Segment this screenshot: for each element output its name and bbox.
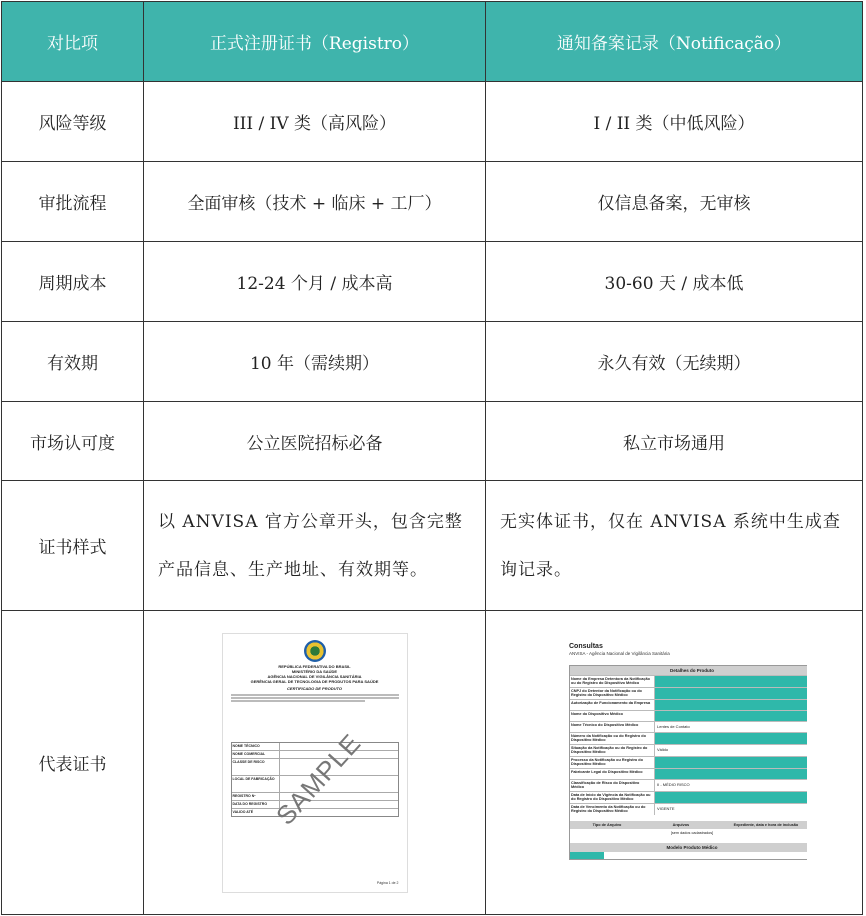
row-label: 风险等级 bbox=[2, 82, 144, 162]
cert-field: NOME COMERCIAL bbox=[232, 751, 280, 758]
notificacao-consultas-image bbox=[541, 629, 807, 897]
cert-doc-title: CERTIFICADO DE PRODUTO bbox=[287, 685, 342, 691]
consultas-row bbox=[570, 732, 807, 744]
cert-field: LOCAL DE FABRICAÇÃO bbox=[232, 776, 280, 792]
cert-field: NOME TÉCNICO bbox=[232, 743, 280, 750]
brazil-coat-of-arms-icon bbox=[304, 640, 326, 662]
registro-cell: 公立医院招标必备 bbox=[144, 402, 486, 481]
consultas-field-value bbox=[655, 733, 807, 744]
consultas-field-label: Nome Técnico do Dispositivo Médico bbox=[570, 722, 655, 732]
cert-header-3: AGÊNCIA NACIONAL DE VIGILÂNCIA SANITÁRIA bbox=[267, 673, 362, 679]
consultas-field-value: Válido bbox=[657, 746, 669, 752]
header-row bbox=[2, 2, 863, 82]
consultas-row bbox=[570, 768, 807, 779]
registro-cell: 12-24 个月 / 成本高 bbox=[144, 242, 486, 322]
row-label: 周期成本 bbox=[2, 242, 144, 322]
registro-cell: 全面审核（技术 + 临床 + 工厂） bbox=[144, 162, 486, 242]
consultas-field-label: Data de Vencimento da Notificação ou do Registro do Dispositivo Médico bbox=[570, 804, 655, 815]
cert-header-2: MINISTÉRIO DA SAÚDE bbox=[291, 668, 338, 674]
consultas-field-value bbox=[655, 757, 807, 768]
cert-header-1: REPÚBLICA FEDERATIVA DO BRASIL bbox=[278, 663, 351, 669]
consultas-row bbox=[570, 687, 807, 699]
notificacao-sample-cell bbox=[486, 611, 863, 915]
registro-cell: 以 ANVISA 官方公章开头，包含完整产品信息、生产地址、有效期等。 bbox=[144, 481, 486, 611]
notificacao-cell: 永久有效（无续期） bbox=[486, 322, 863, 402]
registro-cell: 10 年（需续期） bbox=[144, 322, 486, 402]
model-section-title: Modelo Produto Médico bbox=[570, 843, 807, 852]
registro-cell: III / IV 类（高风险） bbox=[144, 82, 486, 162]
notificacao-cell: 无实体证书，仅在 ANVISA 系统中生成查询记录。 bbox=[486, 481, 863, 611]
cert-field: DATA DO REGISTRO bbox=[232, 801, 280, 808]
notificacao-cell: 私立市场通用 bbox=[486, 402, 863, 481]
row-label: 审批流程 bbox=[2, 162, 144, 242]
consultas-field-label: Nome da Empresa Detentora da Notificação ou do Registro do Dispositivo Médico bbox=[570, 676, 655, 687]
consultas-row bbox=[570, 744, 807, 756]
consultas-field-label: Situação da Notificação ou do Registro do Dispositivo Médico bbox=[570, 745, 655, 756]
row-label: 有效期 bbox=[2, 322, 144, 402]
consultas-field-value bbox=[655, 792, 807, 803]
consultas-field-label: Processo da Notificação ou Registro do Dispositivo Médico bbox=[570, 757, 655, 768]
cert-body-lines bbox=[231, 694, 399, 702]
consultas-field-value bbox=[655, 769, 807, 779]
consultas-title: Consultas bbox=[569, 642, 603, 650]
row-style bbox=[2, 481, 863, 611]
row-sample bbox=[2, 611, 863, 915]
consultas-field-value: Lentes de Contato bbox=[657, 723, 690, 729]
consultas-row bbox=[570, 675, 807, 687]
registro-sample-cell bbox=[144, 611, 486, 915]
files-col: Arquivos bbox=[672, 822, 690, 827]
consultas-section-title: Detalhes do Produto bbox=[570, 666, 807, 675]
sample-watermark: SAMPLE bbox=[269, 727, 367, 831]
files-header bbox=[570, 821, 807, 829]
cert-field: VALIDO ATÉ bbox=[232, 809, 280, 816]
consultas-field-value: VIGENTE bbox=[657, 805, 675, 811]
consultas-field-label: Nome do Dispositivo Médico bbox=[570, 711, 655, 721]
row-label: 证书样式 bbox=[2, 481, 144, 611]
consultas-row bbox=[570, 721, 807, 732]
notificacao-cell: 30-60 天 / 成本低 bbox=[486, 242, 863, 322]
header-registro: 正式注册证书（Registro） bbox=[144, 2, 486, 82]
files-col: Expediente, data e hora de inclusão bbox=[733, 822, 799, 827]
consultas-field-value bbox=[655, 711, 807, 721]
consultas-field-label: Data de Início da Vigência da Notificação ou do Registro do Dispositivo Médico bbox=[570, 792, 655, 803]
consultas-row bbox=[570, 756, 807, 768]
consultas-row bbox=[570, 803, 807, 815]
consultas-row bbox=[570, 710, 807, 721]
consultas-row bbox=[570, 779, 807, 791]
row-risk bbox=[2, 82, 863, 162]
consultas-subtitle: ANVISA - Agência Nacional de Vigilância Sanitária bbox=[569, 650, 670, 656]
model-row bbox=[570, 852, 807, 859]
cert-header-4: GERÊNCIA GERAL DE TECNOLOGIA DE PRODUTOS PARA SAÚDE bbox=[250, 678, 379, 684]
consultas-field-label: CNPJ do Detentor da Notificação ou do Registro do Dispositivo Médico bbox=[570, 688, 655, 699]
cert-field: CLASSE DE RISCO bbox=[232, 759, 280, 775]
consultas-field-value bbox=[655, 676, 807, 687]
consultas-field-label: Autorização de Funcionamento da Empresa bbox=[570, 700, 655, 710]
registro-certificate-image bbox=[222, 633, 408, 893]
consultas-row bbox=[570, 791, 807, 803]
header-item: 对比项 bbox=[2, 2, 144, 82]
consultas-field-label: Fabricante Legal do Dispositivo Médico bbox=[570, 769, 655, 779]
consultas-field-value bbox=[655, 700, 807, 710]
consultas-details-box bbox=[569, 665, 807, 860]
notificacao-cell: 仅信息备案，无审核 bbox=[486, 162, 863, 242]
notificacao-cell: I / II 类（中低风险） bbox=[486, 82, 863, 162]
consultas-field-value bbox=[655, 688, 807, 699]
consultas-field-value: II - MÉDIO RISCO bbox=[657, 781, 690, 787]
row-cost bbox=[2, 242, 863, 322]
row-validity bbox=[2, 322, 863, 402]
files-col: Tipo de Arquivo bbox=[592, 822, 622, 827]
comparison-table bbox=[1, 1, 863, 915]
cert-page-number: Página 1 de 2 bbox=[376, 881, 399, 885]
row-acceptance bbox=[2, 402, 863, 481]
consultas-field-label: Classificação de Risco do Dispositivo Médico bbox=[570, 780, 655, 791]
row-approval bbox=[2, 162, 863, 242]
cert-field: REGISTRO Nº bbox=[232, 793, 280, 800]
files-empty: [sem dados cadastrados] bbox=[670, 830, 714, 835]
row-label: 代表证书 bbox=[2, 611, 144, 915]
header-notificacao: 通知备案记录（Notificação） bbox=[486, 2, 863, 82]
consultas-row bbox=[570, 699, 807, 710]
row-label: 市场认可度 bbox=[2, 402, 144, 481]
consultas-field-label: Número da Notificação ou do Registro do Dispositivo Médico bbox=[570, 733, 655, 744]
